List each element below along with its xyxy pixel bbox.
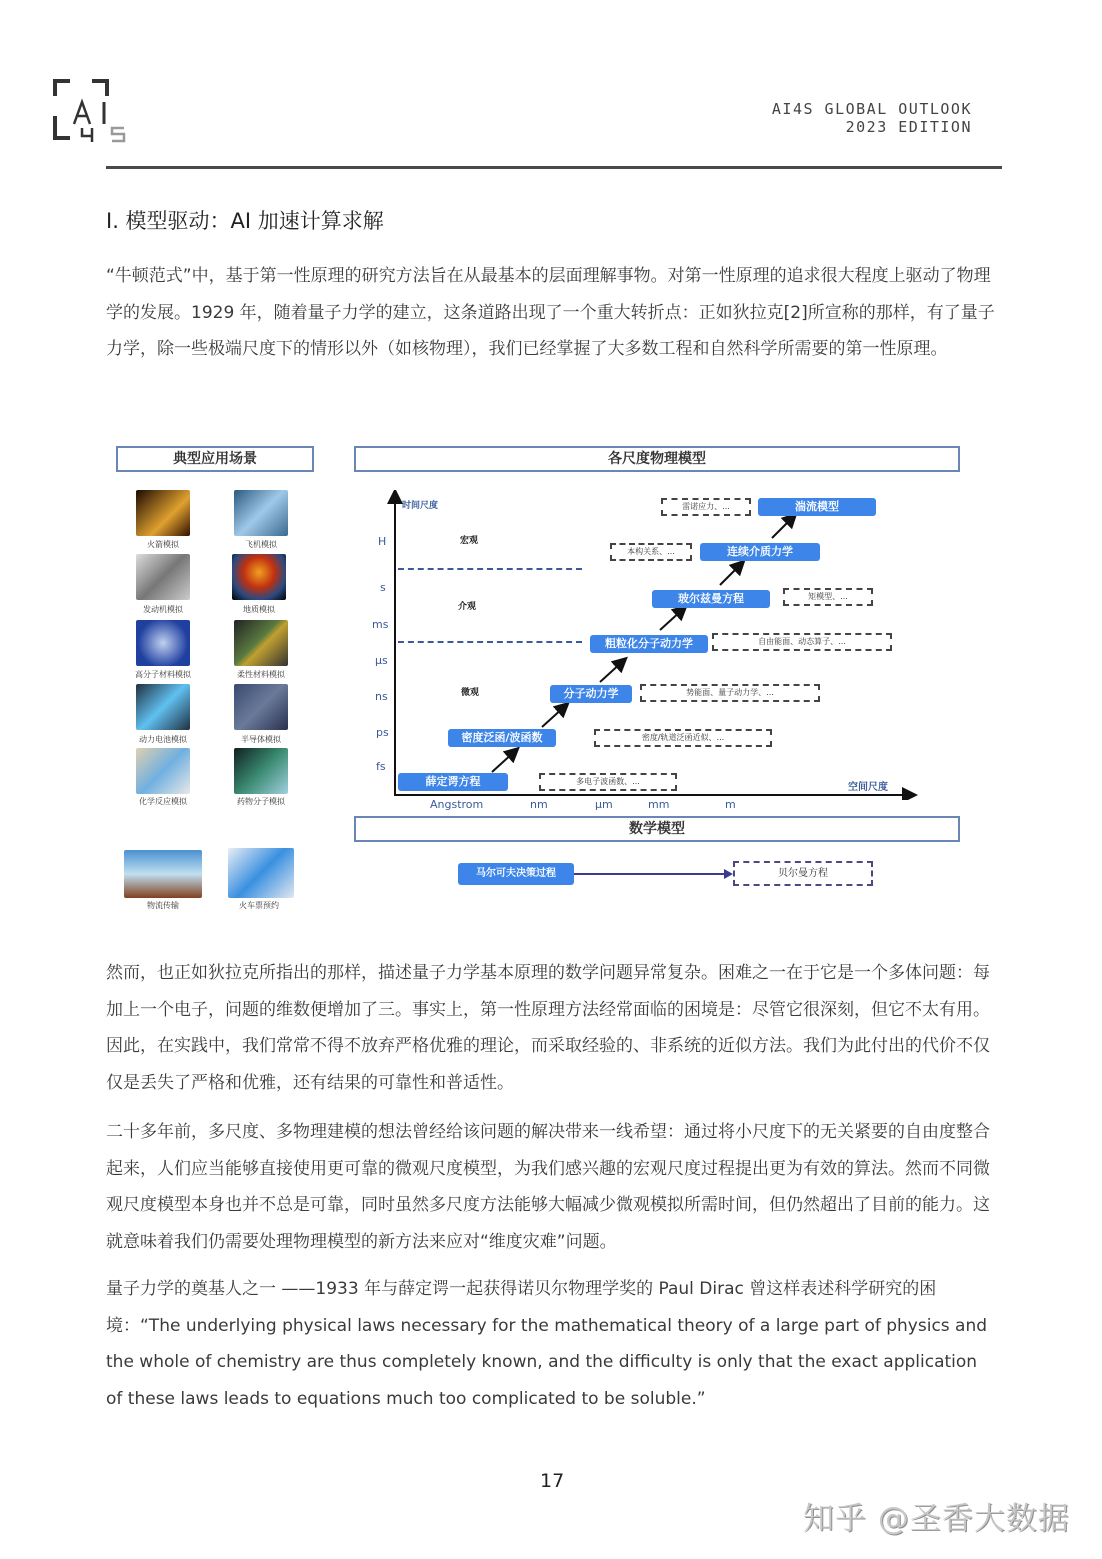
paragraph-text: 二十多年前，多尺度、多物理建模的想法曾经给该问题的解决带来一线希望：通过将小尺度下的无关紧要的自由度整合起来，人们应当能够直接使用更可靠的微观尺度模型，为我们感兴趣的宏观尺度过程提出更为有效的算法。然而不同微观尺度模型本身也并不总是可靠，同时虽然多尺度方法能够大幅减少微观模拟所需时间，但仍然超出了目前的能力。这就意味着我们仍需要处理物理模型的新方法来应对“维度灾难”问题。 bbox=[106, 1122, 990, 1252]
x-tick: Angstrom bbox=[430, 798, 484, 811]
app-label: 动力电池模拟 bbox=[139, 735, 187, 744]
y-tick: H bbox=[378, 535, 387, 548]
logistics-thumbnail bbox=[124, 850, 202, 898]
ai4s-logo bbox=[52, 78, 132, 148]
mdp-to-bellman-arrow bbox=[574, 868, 734, 880]
model-cgmd: 粗粒化分子动力学 bbox=[590, 635, 708, 653]
app-label: 火车票预约 bbox=[239, 901, 279, 910]
paragraph-text: 然而，也正如狄拉克所指出的那样，描述量子力学基本原理的数学问题异常复杂。困难之一在于它是一个多体问题：每加上一个电子，问题的维数便增加了三。事实上，第一性原理方法经常面临的困境是：尽管它很深刻，但它不太有用。因此，在实践中，我们常常不得不放弃严格优雅的理论，而采取经验的、非系统的近似方法。我们为此付出的代价不仅仅是丢失了严格和优雅，还有结果的可靠性和普适性。 bbox=[106, 963, 990, 1093]
app-label: 高分子材料模拟 bbox=[135, 670, 191, 679]
app-label: 半导体模拟 bbox=[241, 735, 281, 744]
zone-macro: 宏观 bbox=[460, 536, 479, 546]
paragraph-3 bbox=[106, 1114, 996, 1260]
paragraph-text: “牛顿范式”中，基于第一性原理的研究方法旨在从最基本的层面理解事物。对第一性原理的追求很大程度上驱动了物理学的发展。1929 年，随着量子力学的建立，这条道路出现了一个重大转折点：正如狄拉克[2]所宣称的那样，有了量子力学，除一些极端尺度下的情形以外（如核物理），我们已经掌握了大多数工程和自然科学所需要的第一性原理。 bbox=[106, 266, 995, 359]
app-label: 化学反应模拟 bbox=[139, 797, 187, 806]
y-tick: ps bbox=[376, 726, 389, 739]
model-dft: 密度泛函/波函数 bbox=[448, 729, 556, 747]
header-title-line2: 2023 EDITION bbox=[845, 118, 972, 136]
drug-molecule-thumbnail bbox=[234, 748, 288, 794]
engine-thumbnail bbox=[136, 554, 190, 600]
polymer-thumbnail bbox=[136, 620, 190, 666]
x-tick: mm bbox=[648, 798, 670, 811]
applications-header: 典型应用场景 bbox=[116, 446, 314, 472]
app-label: 柔性材料模拟 bbox=[237, 670, 285, 679]
note-schrodinger: 多电子波函数、... bbox=[539, 773, 677, 791]
app-label: 飞机模拟 bbox=[245, 540, 277, 549]
note-dft: 密度/轨道泛函近似、... bbox=[594, 729, 772, 747]
note-boltzmann: 矩模型、... bbox=[783, 588, 873, 606]
train-booking-thumbnail bbox=[228, 848, 294, 898]
header-title bbox=[772, 100, 972, 136]
app-label: 火箭模拟 bbox=[147, 540, 179, 549]
paragraph-4 bbox=[106, 1271, 996, 1417]
chemical-reaction-thumbnail bbox=[136, 748, 190, 794]
paragraph-1 bbox=[106, 258, 996, 368]
note-md: 势能面、量子动力学、... bbox=[640, 684, 820, 702]
x-axis-title: 空间尺度 bbox=[848, 782, 888, 793]
x-tick: nm bbox=[530, 798, 548, 811]
model-turbulence: 湍流模型 bbox=[758, 498, 876, 516]
app-label: 地质模拟 bbox=[243, 605, 275, 614]
macro-meso-divider bbox=[398, 568, 582, 570]
meso-micro-divider bbox=[398, 641, 582, 643]
zone-meso: 介观 bbox=[458, 602, 477, 612]
model-mdp: 马尔可夫决策过程 bbox=[458, 863, 574, 885]
header-divider bbox=[106, 166, 1002, 169]
x-tick: m bbox=[725, 798, 736, 811]
y-tick: ns bbox=[375, 690, 388, 703]
app-label: 物流传输 bbox=[147, 901, 179, 910]
model-schrodinger: 薛定谔方程 bbox=[398, 773, 508, 791]
note-turbulence: 雷诺应力、... bbox=[661, 498, 751, 516]
note-continuum: 本构关系、... bbox=[610, 543, 692, 561]
rocket-thumbnail bbox=[136, 490, 190, 536]
y-tick: μs bbox=[375, 654, 388, 667]
geology-thumbnail bbox=[232, 554, 286, 600]
figure-physics-models bbox=[110, 440, 970, 920]
model-boltzmann: 玻尔兹曼方程 bbox=[652, 590, 770, 608]
x-tick: μm bbox=[595, 798, 613, 811]
model-bellman: 贝尔曼方程 bbox=[733, 861, 873, 886]
paragraph-text: 量子力学的奠基人之一 ——1933 年与薛定谔一起获得诺贝尔物理学奖的 Paul Dirac 曾这样表述科学研究的困境：“The underlying physical laws necessary for the mathematical theory of a large part of physics and the whole of chemistry are thus completely known, and the difficulty is only that the exact application of these laws leads to equations much too complicated to be soluble.” bbox=[106, 1279, 988, 1409]
header-title-line1: AI4S GLOBAL OUTLOOK bbox=[771, 100, 972, 118]
paragraph-2 bbox=[106, 955, 996, 1101]
section-title: I. 模型驱动：AI 加速计算求解 bbox=[106, 209, 384, 233]
battery-thumbnail bbox=[136, 684, 190, 730]
flexible-material-thumbnail bbox=[234, 620, 288, 666]
note-cgmd: 自由能面、动态算子、... bbox=[712, 633, 892, 651]
math-models-header: 数学模型 bbox=[354, 816, 960, 842]
aircraft-thumbnail bbox=[234, 490, 288, 536]
app-label: 药物分子模拟 bbox=[237, 797, 285, 806]
zone-micro: 微观 bbox=[461, 688, 480, 698]
y-tick: ms bbox=[372, 618, 389, 631]
y-tick: s bbox=[380, 581, 386, 594]
app-label: 发动机模拟 bbox=[143, 605, 183, 614]
model-md: 分子动力学 bbox=[550, 685, 632, 703]
y-axis-title: 时间尺度 bbox=[402, 501, 439, 511]
y-tick: fs bbox=[376, 760, 386, 773]
model-continuum: 连续介质力学 bbox=[700, 543, 820, 561]
page-number: 17 bbox=[540, 1470, 565, 1492]
watermark: 知乎 @圣香大数据 bbox=[803, 1501, 1070, 1537]
physics-models-header: 各尺度物理模型 bbox=[354, 446, 960, 472]
semiconductor-thumbnail bbox=[234, 684, 288, 730]
